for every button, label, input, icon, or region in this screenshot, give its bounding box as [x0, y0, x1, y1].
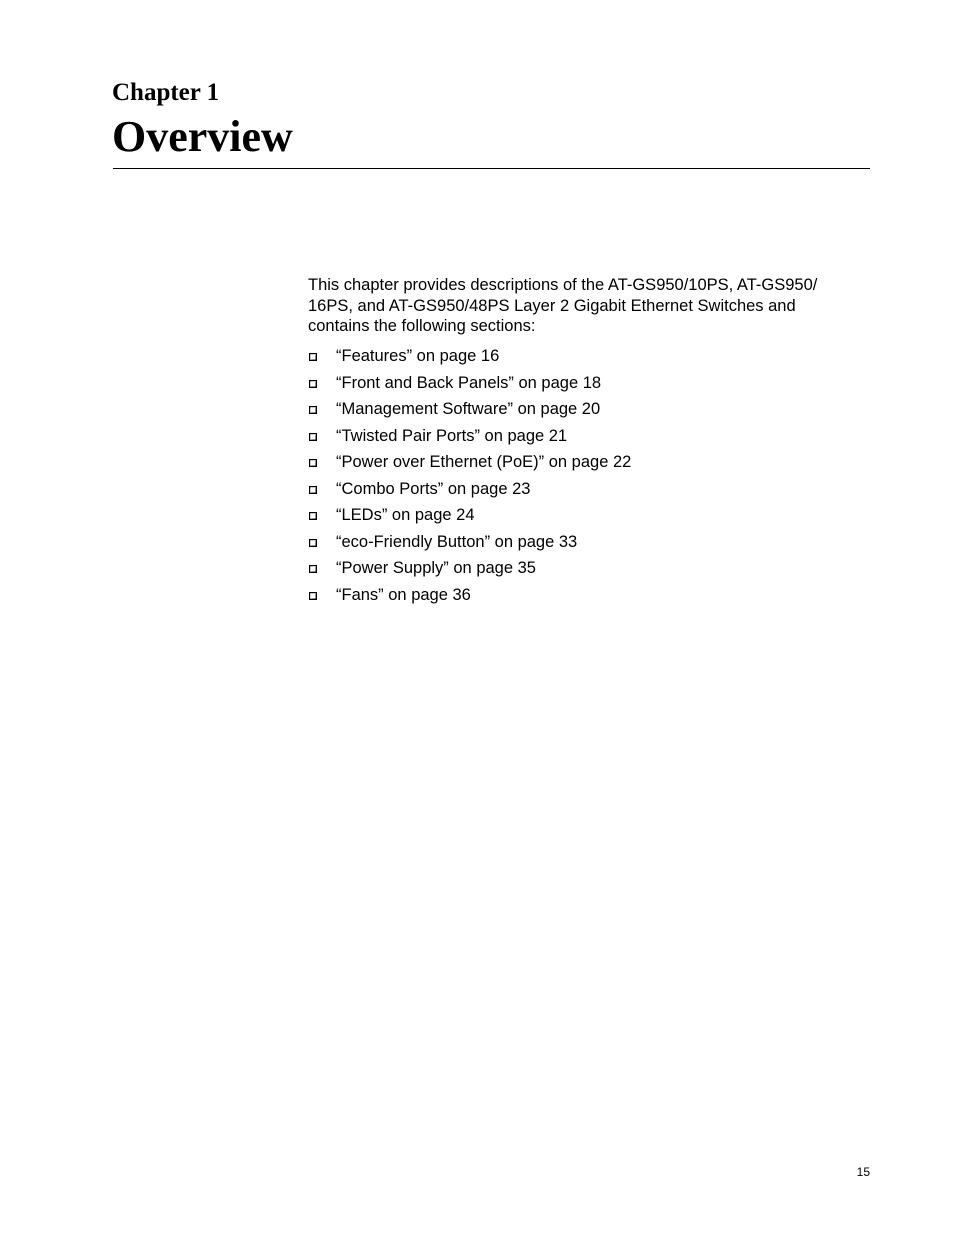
hollow-square-bullet-icon	[309, 353, 317, 361]
section-link-text[interactable]: “Front and Back Panels” on page 18	[336, 373, 602, 392]
section-list	[308, 343, 853, 608]
section-list-item	[308, 582, 853, 609]
section-link-text[interactable]: “Twisted Pair Ports” on page 21	[336, 426, 568, 445]
hollow-square-bullet-icon	[309, 512, 317, 520]
chapter-content	[308, 275, 853, 608]
title-divider	[113, 168, 870, 169]
hollow-square-bullet-icon	[309, 459, 317, 467]
hollow-square-bullet-icon	[309, 380, 317, 388]
section-link-text[interactable]: “Power over Ethernet (PoE)” on page 22	[336, 453, 632, 472]
section-list-item	[308, 555, 853, 582]
section-link-text[interactable]: “Management Software” on page 20	[336, 400, 601, 419]
section-link-text[interactable]: “eco-Friendly Button” on page 33	[336, 532, 578, 551]
section-link-text[interactable]: “Power Supply” on page 35	[336, 559, 536, 578]
section-list-item	[308, 370, 853, 397]
hollow-square-bullet-icon	[309, 539, 317, 547]
section-list-item	[308, 502, 853, 529]
hollow-square-bullet-icon	[309, 486, 317, 494]
section-list-item	[308, 396, 853, 423]
chapter-title: Overview	[112, 112, 293, 161]
section-list-item	[308, 423, 853, 450]
hollow-square-bullet-icon	[309, 592, 317, 600]
section-link-text[interactable]: “Combo Ports” on page 23	[336, 479, 531, 498]
section-list-item	[308, 529, 853, 556]
section-link-text[interactable]: “Fans” on page 36	[336, 585, 471, 604]
section-list-item	[308, 476, 853, 503]
intro-paragraph: This chapter provides descriptions of the AT-GS950/10PS, AT-GS950/ 16PS, and AT-GS950/48PS Layer 2 Gigabit Ethernet Switches and contains the following sections:	[308, 276, 818, 336]
hollow-square-bullet-icon	[309, 406, 317, 414]
section-link-text[interactable]: “LEDs” on page 24	[336, 506, 475, 525]
section-list-item	[308, 449, 853, 476]
section-link-text[interactable]: “Features” on page 16	[336, 347, 500, 366]
hollow-square-bullet-icon	[309, 433, 317, 441]
hollow-square-bullet-icon	[309, 565, 317, 573]
section-list-item	[308, 343, 853, 370]
page-number: 15	[856, 1165, 870, 1179]
chapter-label: Chapter 1	[112, 79, 220, 106]
